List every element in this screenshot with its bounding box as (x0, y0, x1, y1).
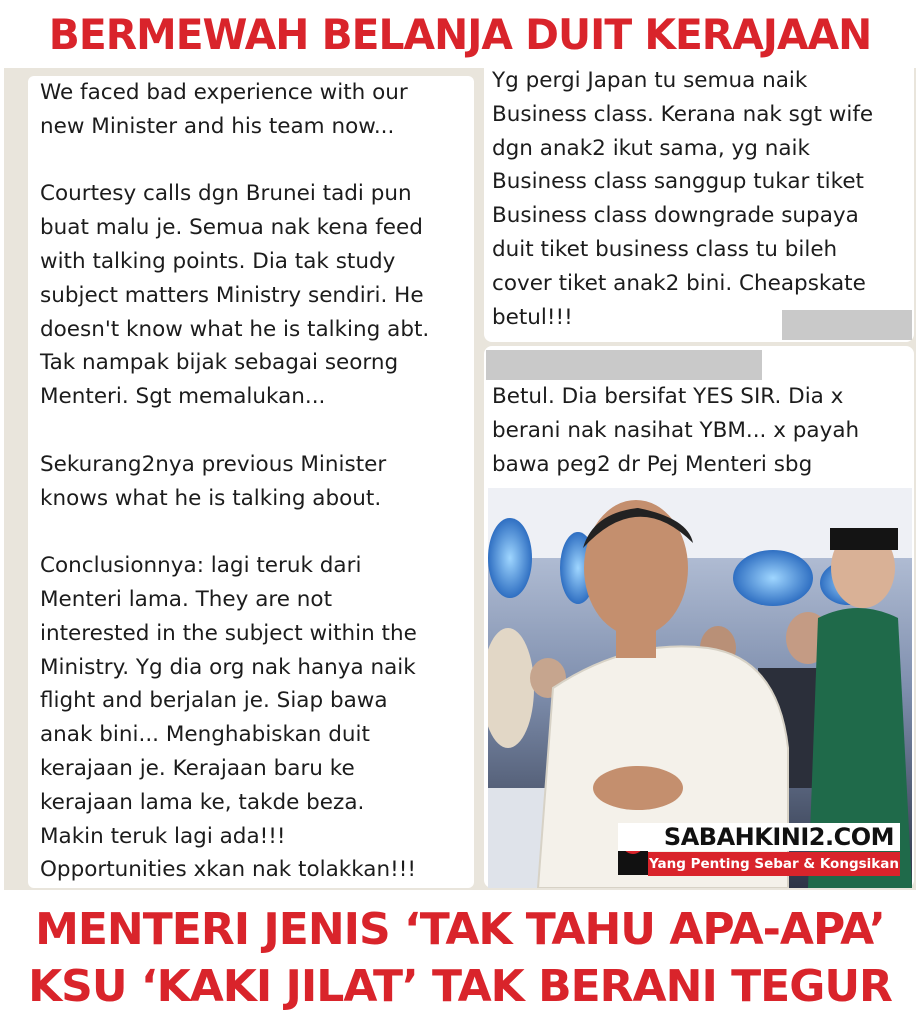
watermark (618, 823, 900, 879)
redacted-sender-name (782, 310, 912, 340)
chat-bubble-left (28, 76, 474, 888)
watermark-site: SABAHKINI2.COM (618, 823, 900, 851)
event-photo (488, 488, 912, 888)
chat-right-bottom-text: Betul. Dia bersifat YES SIR. Dia x berani nak nasihat YBM... x payah bawa peg2 dr Pej Menteri sbg (492, 384, 860, 477)
headline-top: BERMEWAH BELANJA DUIT KERAJAAN (48, 10, 872, 59)
chat-right-top-text: Yg pergi Japan tu semua naik Business class. Kerana nak sgt wife dgn anak2 ikut sama, yg naik Business class sanggup tukar tiket Business class downgrade supaya duit tiket business class tu bileh cover tiket anak2 bini. Cheapskate betul!!! (492, 68, 874, 330)
chat-left-paragraph-3: Sekurang2nya previous Minister knows what he is talking about. (40, 451, 387, 511)
redacted-sender-name-2 (486, 350, 762, 380)
watermark-tagline: Yang Penting Sebar & Kongsikan (648, 852, 900, 876)
chat-bubble-right-top (484, 64, 914, 342)
chat-left-paragraph-4: Conclusionnya: lagi teruk dari Menteri lama. They are not interested in the subject within the Ministry. Yg dia org nak hanya naik flight and berjalan je. Siap bawa anak bini... Menghabiskan duit kerajaan je. Kerajaan baru ke kerajaan lama ke, takde beza. Makin teruk lagi ada!!! Opportunities xkan nak tolakkan!!! (40, 553, 417, 883)
headline-bottom-line-1: MENTERI JENIS ‘TAK TAHU APA-APA’ (35, 904, 885, 955)
chat-left-paragraph-1: We faced bad experience with our new Minister and his team now... (40, 80, 408, 139)
headline-bottom-line-2: KSU ‘KAKI JILAT’ TAK BERANI TEGUR (28, 961, 892, 1012)
chat-left-paragraph-2: Courtesy calls dgn Brunei tadi pun buat malu je. Semua nak kena feed with talking points. Dia tak study subject matters Ministry sendiri. He doesn't know what he is talking abt. Tak nampak bijak sebagai seorng Menteri. Sgt memalukan... (40, 181, 430, 410)
